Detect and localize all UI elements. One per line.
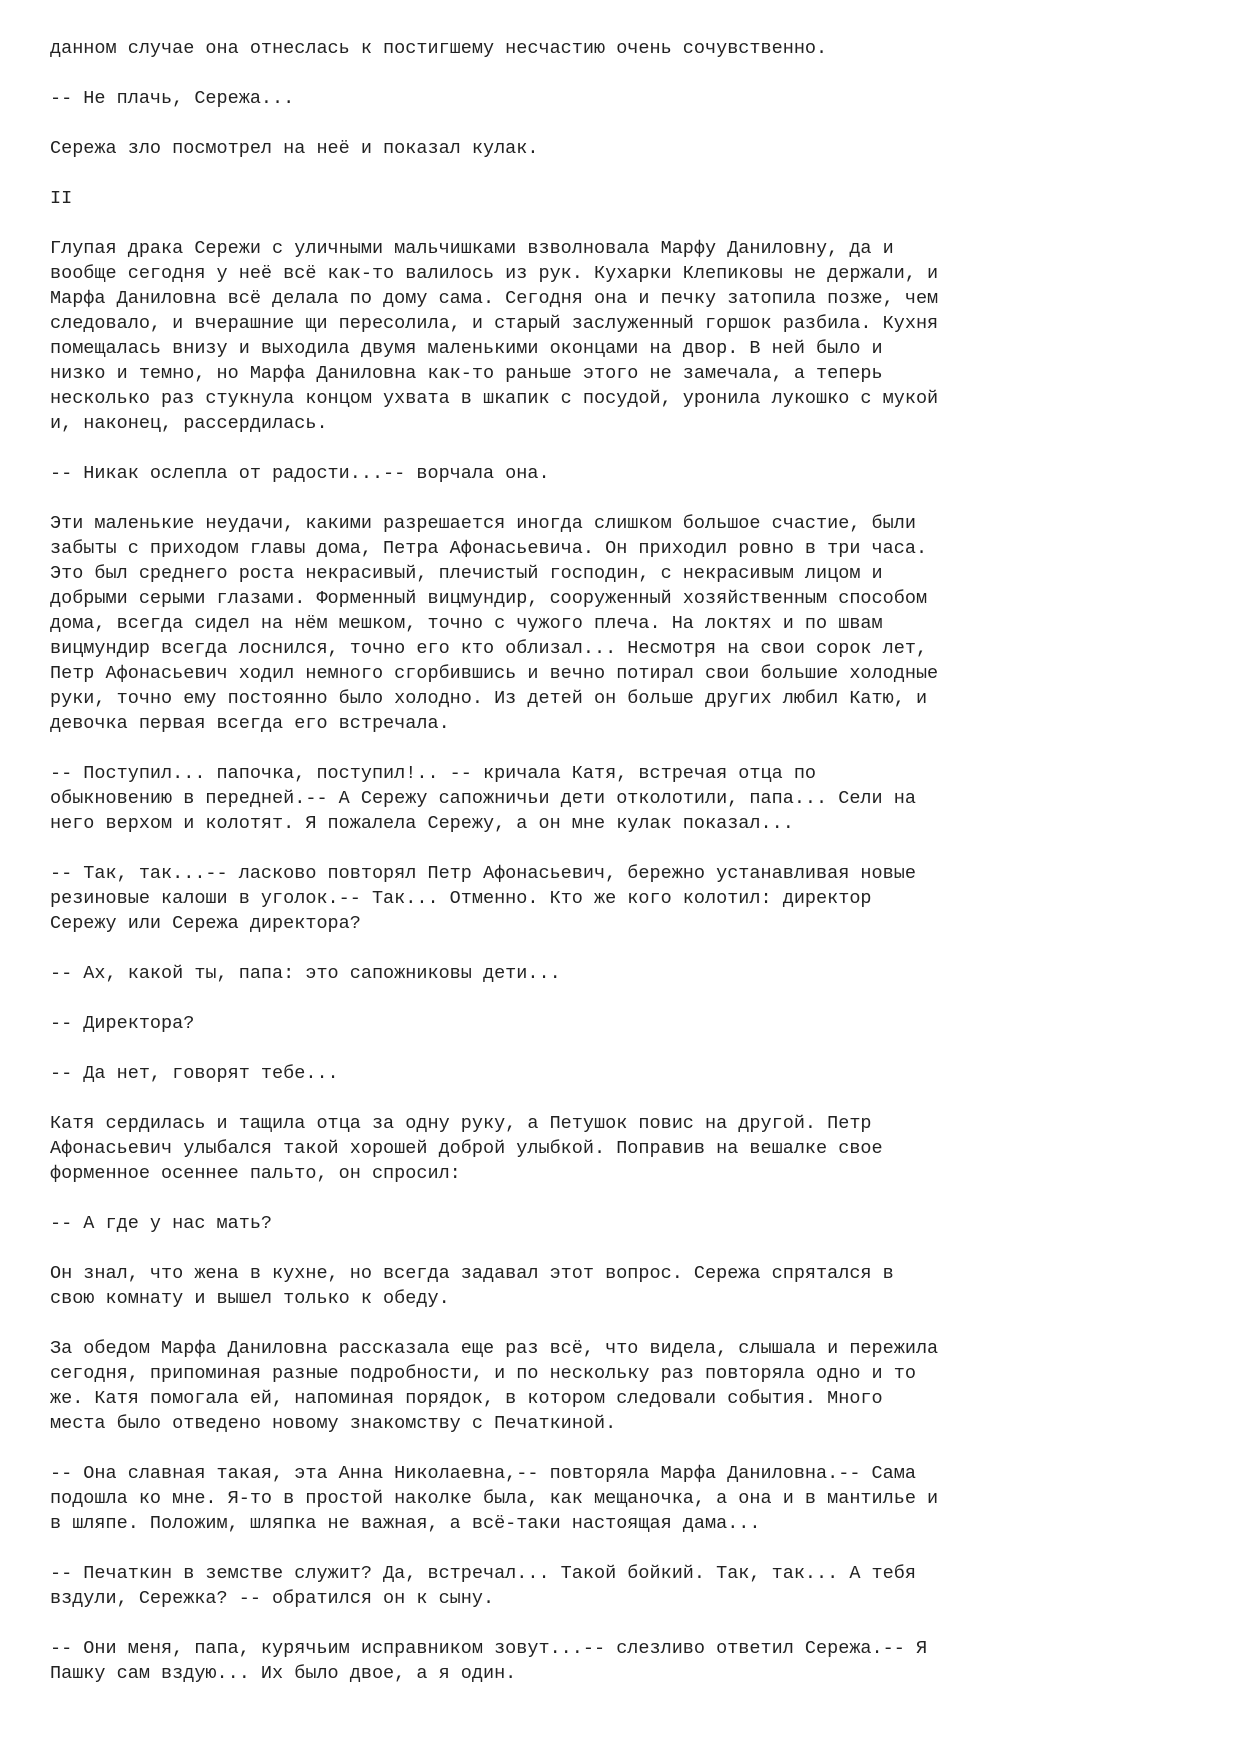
paragraph: Глупая драка Сережи с уличными мальчишками взволновала Марфу Даниловну, да и вообще сегодня у неё всё как-то валилось из рук. Кухарки Клепиковы не держали, и Марфа Даниловна всё делала по дому сама. Сегодня она и печку затопила позже, чем следовало, и вчерашние щи пересолила, и старый заслуженный горшок разбила. Кухня помещалась внизу и выходила двумя маленькими оконцами на двор. В ней было и низко и темно, но Марфа Даниловна как-то раньше этого не замечала, а теперь несколько раз стукнула концом ухвата в шкапик с посудой, уронила лукошко с мукой и, наконец, рассердилась.	[50, 238, 939, 434]
dialogue-line: -- Они меня, папа, курячьим исправником зовут...-- слезливо ответил Сережа.-- Я Пашку сам вздую... Их было двое, а я один.	[50, 1638, 928, 1684]
paragraph: Эти маленькие неудачи, какими разрешается иногда слишком большое счастие, были забыты с приходом главы дома, Петра Афонасьевича. Он приходил ровно в три часа. Это был среднего роста некрасивый, плечистый господин, с некрасивым лицом и добрыми серыми глазами. Форменный вицмундир, сооруженный хозяйственным способом дома, всегда сидел на нём мешком, точно с чужого плеча. На локтях и по швам вицмундир всегда лоснился, точно его кто облизал... Несмотря на свои сорок лет, Петр Афонасьевич ходил немного сгорбившись и вечно потирал свои большие холодные руки, точно ему постоянно было холодно. Из детей он больше других любил Катю, и девочка первая всегда его встречала.	[50, 513, 939, 734]
dialogue-line: -- А где у нас мать?	[50, 1213, 273, 1234]
dialogue-line: -- Ах, какой ты, папа: это сапожниковы дети...	[50, 963, 561, 984]
dialogue-line: -- Никак ослепла от радости...-- ворчала она.	[50, 463, 550, 484]
dialogue-line: -- Директора?	[50, 1013, 195, 1034]
dialogue-line: -- Так, так...-- ласково повторял Петр Афонасьевич, бережно устанавливая новые резиновые калоши в уголок.-- Так... Отменно. Кто же кого колотил: директор Сережу или Сережа директора?	[50, 863, 916, 934]
paragraph: За обедом Марфа Даниловна рассказала еще раз всё, что видела, слышала и пережила сегодня, припоминая разные подробности, и по нескольку раз повторяла одно и то же. Катя помогала ей, напоминая порядок, в котором следовали события. Много места было отведено новому знакомству с Печаткиной.	[50, 1338, 939, 1434]
dialogue-line: -- Печаткин в земстве служит? Да, встречал... Такой бойкий. Так, так... А тебя вздули, Сережка? -- обратился он к сыну.	[50, 1563, 916, 1609]
paragraph: данном случае она отнеслась к постигшему несчастию очень сочувственно.	[50, 38, 828, 59]
dialogue-line: -- Да нет, говорят тебе...	[50, 1063, 339, 1084]
chapter-heading: II	[50, 188, 73, 209]
paragraph: Он знал, что жена в кухне, но всегда задавал этот вопрос. Сережа спрятался в свою комнату и вышел только к обеду.	[50, 1263, 894, 1309]
paragraph: Катя сердилась и тащила отца за одну руку, а Петушок повис на другой. Петр Афонасьевич улыбался такой хорошей доброй улыбкой. Поправив на вешалке свое форменное осеннее пальто, он спросил:	[50, 1113, 883, 1184]
dialogue-line: -- Поступил... папочка, поступил!.. -- кричала Катя, встречая отца по обыкновению в передней.-- А Сережу сапожничьи дети отколотили, папа... Сели на него верхом и колотят. Я пожалела Сережу, а он мне кулак показал...	[50, 763, 916, 834]
dialogue-line: -- Она славная такая, эта Анна Николаевна,-- повторяла Марфа Даниловна.-- Сама подошла ко мне. Я-то в простой наколке была, как мещаночка, а она и в мантилье и в шляпе. Положим, шляпка не важная, а всё-таки настоящая дама...	[50, 1463, 939, 1534]
dialogue-line: -- Не плачь, Сережа...	[50, 88, 295, 109]
document-body	[50, 36, 1200, 1711]
paragraph: Сережа зло посмотрел на неё и показал кулак.	[50, 138, 539, 159]
